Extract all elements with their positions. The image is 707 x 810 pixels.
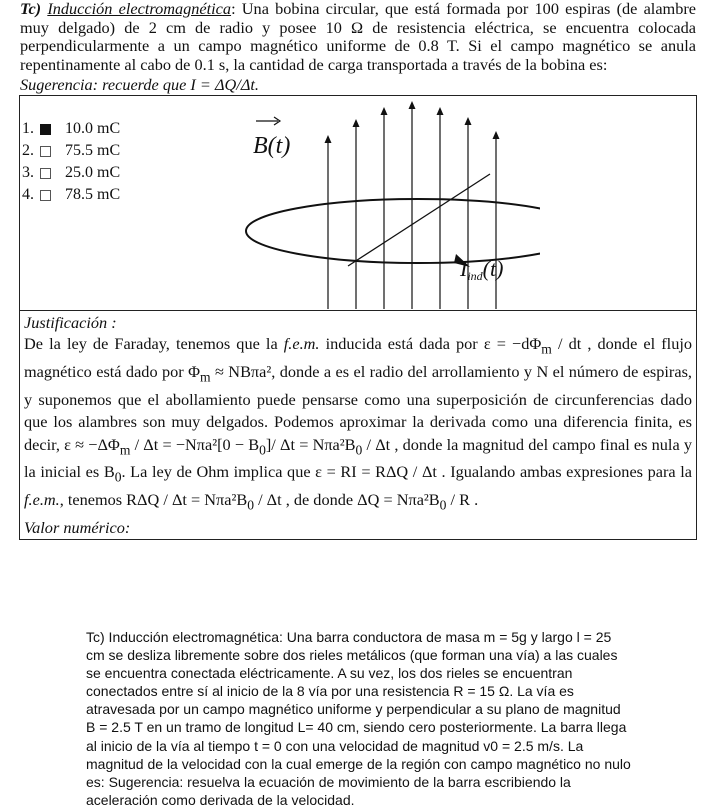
option-4[interactable] [22, 184, 120, 206]
numeric-value-label: Valor numérico: [24, 518, 131, 537]
checkbox-icon[interactable] [40, 168, 51, 179]
field-label: B(t) [253, 133, 291, 159]
option-value: 78.5 mC [65, 186, 121, 203]
justification-title: Justificación : [24, 313, 117, 332]
current-label-tail: (t) [482, 256, 504, 281]
justification-text: De la ley de Faraday, tenemos que la f.e.m. inducida está dada por $\varepsilon = -d\Phi_m$ / dt , donde el flujo magnético está dado por $\Phi_m \approx NB\pi a^2$, donde a es el radio del arrollamiento y N el número de espiras, y suponemos que el abollamiento puede pensarse como una superposición de circunferencias dado que los alambres son muy delgados. Podemos aproximar la derivada como una diferencia finita, es decir, $\varepsilon \approx -\Delta\Phi_m / \Delta t = -N\pi a^2[0 - B_0]/$ $\Delta t = N\pi a^2B_0 / \Delta t$ , donde la magnitud del campo final es nula y la inicial es $B_0$. La ley de Ohm implica que ε = RI = RΔQ / Δt . Igualando ambas expresiones para la f.e.m., tenemos $R\Delta Q / \Delta t = N\pi a^2B_0 / \Delta t$ , de donde $\Delta Q = N\pi a^2B_0 / R$ . [24, 334, 693, 513]
problem-text: : Una bobina circular, que está formada por 100 espiras (de alambre muy delgado) de 2 cm de radio y posee 10 Ω de resistencia eléctrica, se encuentra colocada perpendicularmente a un campo magnético uniforme de 0.8 T. Si el campo magnético se anula repentinamente al cabo de 0.1 s, la cantidad de carga transportada a través de la bobina es: [20, 0, 697, 74]
coil-field-figure [228, 96, 540, 309]
diagonal-line [348, 174, 490, 266]
options-list [22, 118, 120, 206]
option-2[interactable] [22, 140, 120, 162]
checkbox-icon[interactable] [40, 146, 51, 157]
option-number: 2. [22, 142, 34, 159]
problem-topic: Inducción electromagnética [47, 0, 232, 18]
option-number: 1. [22, 120, 34, 137]
checkbox-checked-icon[interactable] [40, 124, 51, 135]
justification [24, 313, 692, 517]
option-value: 25.0 mC [65, 164, 121, 181]
checkbox-icon[interactable] [40, 190, 51, 201]
option-number: 4. [22, 186, 34, 203]
option-3[interactable] [22, 162, 120, 184]
problem-hint: Sugerencia: recuerde que I = ΔQ/Δt. [20, 75, 259, 94]
option-number: 3. [22, 164, 34, 181]
option-1[interactable] [22, 118, 120, 140]
section-divider [20, 310, 696, 311]
problem-statement [20, 0, 696, 74]
answer-box [19, 95, 697, 540]
problem-label: Tc) [20, 0, 42, 18]
current-label-sub: ind [467, 269, 483, 283]
problem-2-text: Tc) Inducción electromagnética: Una barra conductora de masa m = 5g y largo l = 25 cm se desliza libremente sobre dos rieles metálicos (que forman una vía) a las cuales se encuentra conectada eléctricamente. A su vez, los dos rieles se encuentran conectados entre sí al inicio de la 8 vía por una resistencia R = 15 Ω. La vía es atravesada por un campo magnético uniforme y perpendicular a su plano de magnitud B = 2.5 T en un tramo de longitud L= 40 cm, siendo cero posteriormente. La barra llega al inicio de la vía al tiempo t = 0 con una velocidad de magnitud v0 = 2.5 m/s. La magnitud de la velocidad con la cual emerge de la región con campo magnético no nulo es: Sugerencia: resuelva la ecuación de movimiento de la barra escribiendo la aceleración como derivada de la velocidad. [86, 629, 631, 808]
option-value: 75.5 mC [65, 142, 121, 159]
current-label-main: I [460, 256, 468, 281]
option-value: 10.0 mC [65, 120, 121, 137]
